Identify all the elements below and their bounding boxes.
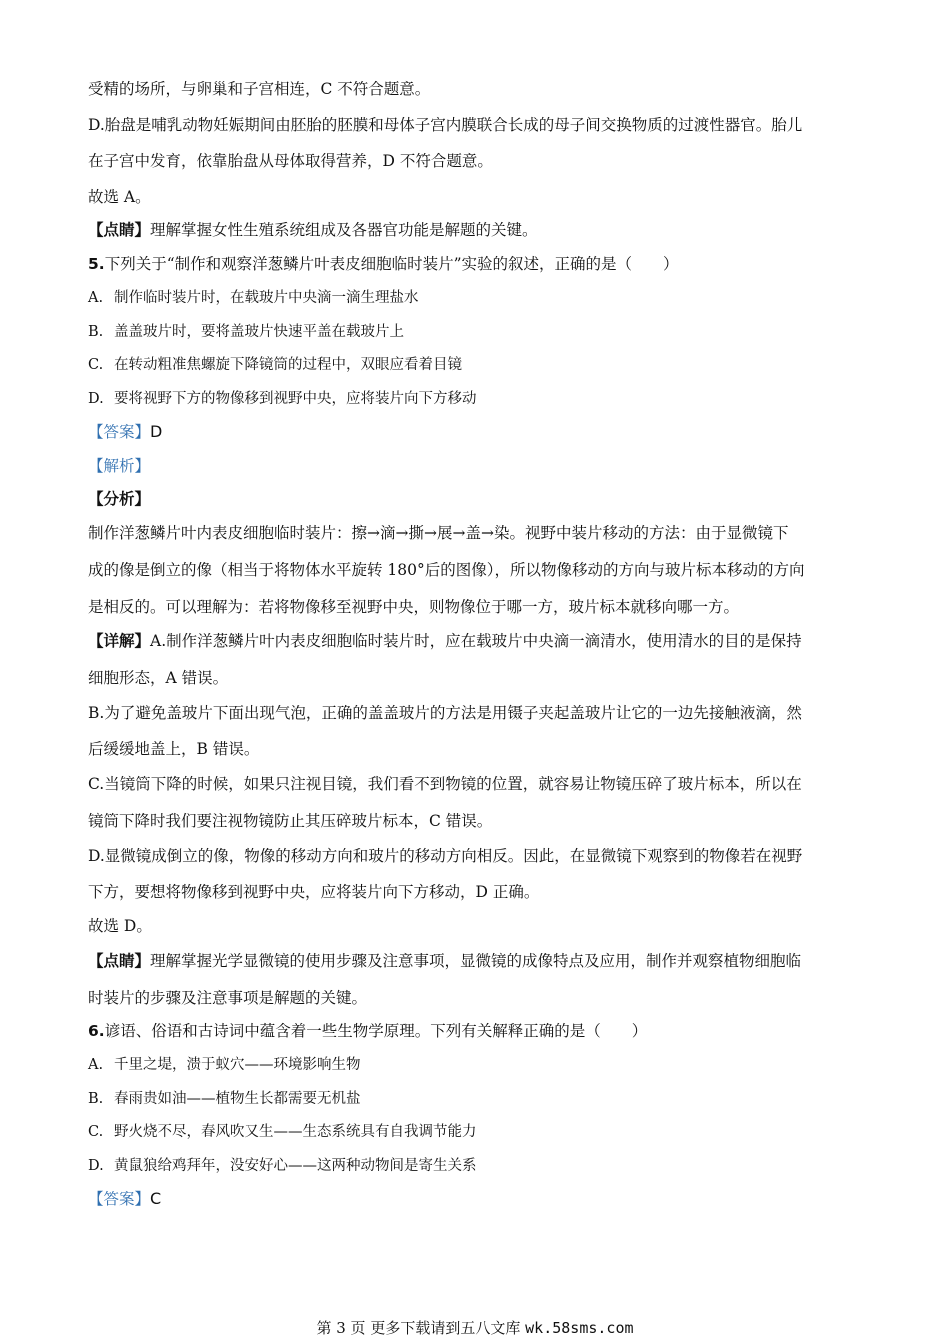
q4-choice: 故选 A。 (88, 188, 151, 206)
option-text: 要将视野下方的物像移到视野中央，应将装片向下方移动 (114, 391, 477, 407)
answer-value: D (150, 422, 163, 441)
answer-tag: 【答案】 (88, 1190, 151, 1208)
q5-fenxi-line-2: 成的像是倒立的像（相当于将物体水平旋转 180°后的图像），所以物像移动的方向与玻片标本移动的方向 (88, 561, 805, 579)
q5-detail-line-1 (88, 630, 870, 652)
page-number: 第 3 页 (316, 1319, 366, 1337)
detail-text: A.制作洋葱鳞片叶内表皮细胞临时装片时，应在载玻片中央滴一滴清水，使用清水的目的是保持 (150, 632, 802, 650)
q5-detail-line-3: B.为了避免盖玻片下面出现气泡，正确的盖盖玻片的方法是用镊子夹起盖玻片让它的一边先接触液滴，然 (88, 704, 802, 722)
option-text: 在转动粗准焦螺旋下降镜筒的过程中，双眼应看着目镜 (114, 357, 462, 373)
dianjing-tag: 【点睛】 (88, 951, 151, 970)
q6-option-a (88, 1054, 870, 1076)
q5-analysis-tag: 【解析】 (88, 457, 151, 475)
q4-cont-line-3: 在子宫中发育，依靠胎盘从母体取得营养，D 不符合题意。 (88, 152, 493, 170)
q5-detail-line-7: D.显微镜成倒立的像，物像的移动方向和玻片的移动方向相反。因此，在显微镜下观察到的物像若在视野 (88, 847, 803, 865)
q5-option-b (88, 321, 870, 343)
q5-detail-line-8: 下方，要想将物像移到视野中央，应将装片向下方移动，D 正确。 (88, 883, 540, 901)
option-letter: C. (88, 357, 104, 373)
q5-dianjing-line-2: 时装片的步骤及注意事项是解题的关键。 (88, 989, 368, 1007)
option-text: 春雨贵如油——植物生长都需要无机盐 (114, 1091, 361, 1107)
dianjing-text: 理解掌握女性生殖系统组成及各器官功能是解题的关键。 (150, 221, 538, 239)
option-text: 黄鼠狼给鸡拜年，没安好心——这两种动物间是寄生关系 (114, 1158, 477, 1174)
dianjing-text: 理解掌握光学显微镜的使用步骤及注意事项，显微镜的成像特点及应用，制作并观察植物细胞临 (150, 952, 802, 970)
q5-detail-line-2: 细胞形态，A 错误。 (88, 669, 229, 687)
q4-cont-line-1: 受精的场所，与卵巢和子宫相连，C 不符合题意。 (88, 80, 431, 98)
q5-fenxi-line-1: 制作洋葱鳞片叶内表皮细胞临时装片：擦→滴→撕→展→盖→染。视野中装片移动的方法：由于显微镜下 (88, 524, 789, 542)
option-letter: B. (88, 324, 104, 340)
q5-choice: 故选 D。 (88, 917, 152, 935)
option-text: 制作临时装片时，在载玻片中央滴一滴生理盐水 (114, 290, 419, 306)
option-text: 野火烧不尽，春风吹又生——生态系统具有自我调节能力 (114, 1124, 477, 1140)
q5-option-a (88, 287, 870, 309)
q5-detail-line-5: C.当镜筒下降的时候，如果只注视目镜，我们看不到物镜的位置，就容易让物镜压碎了玻片标本，所以在 (88, 775, 802, 793)
q5-option-d (88, 388, 870, 410)
q5-stem (88, 253, 870, 275)
option-text: 盖盖玻片时，要将盖玻片快速平盖在载玻片上 (114, 324, 404, 340)
q4-dianjing (88, 219, 870, 241)
page-footer (0, 1318, 950, 1338)
question-number: 6. (88, 1022, 105, 1040)
q5-dianjing-line-1 (88, 950, 870, 972)
dianjing-tag: 【点睛】 (88, 220, 151, 239)
footer-text: 更多下载请到五八文库 (370, 1319, 521, 1337)
q5-answer (88, 421, 870, 443)
question-stem: 谚语、俗语和古诗词中蕴含着一些生物学原理。下列有关解释正确的是（ ） (104, 1022, 648, 1040)
answer-value: C (150, 1189, 162, 1208)
q6-option-c (88, 1121, 870, 1143)
option-letter: A. (88, 290, 104, 306)
q5-detail-line-6: 镜筒下降时我们要注视物镜防止其压碎玻片标本，C 错误。 (88, 812, 493, 830)
footer-link[interactable]: wk.58sms.com (525, 1319, 634, 1337)
q5-fenxi-line-3: 是相反的。可以理解为：若将物像移至视野中央，则物像位于哪一方，玻片标本就移向哪一方。 (88, 598, 740, 616)
q6-stem (88, 1020, 870, 1042)
q5-option-c (88, 354, 870, 376)
q5-detail-line-4: 后缓缓地盖上，B 错误。 (88, 740, 260, 758)
option-letter: C. (88, 1124, 104, 1140)
option-letter: B. (88, 1091, 104, 1107)
question-stem: 下列关于“制作和观察洋葱鳞片叶表皮细胞临时装片”实验的叙述，正确的是（ ） (104, 255, 679, 273)
option-letter: D. (88, 391, 104, 407)
q6-option-b (88, 1088, 870, 1110)
q5-fenxi-tag: 【分析】 (88, 489, 151, 508)
detail-tag: 【详解】 (88, 631, 151, 650)
option-text: 千里之堤，溃于蚁穴——环境影响生物 (114, 1057, 361, 1073)
question-number: 5. (88, 255, 105, 273)
answer-tag: 【答案】 (88, 423, 151, 441)
q6-option-d (88, 1155, 870, 1177)
q6-answer (88, 1188, 870, 1210)
option-letter: D. (88, 1158, 104, 1174)
option-letter: A. (88, 1057, 104, 1073)
q4-cont-line-2: D.胎盘是哺乳动物妊娠期间由胚胎的胚膜和母体子宫内膜联合长成的母子间交换物质的过渡性器官。胎儿 (88, 116, 803, 134)
